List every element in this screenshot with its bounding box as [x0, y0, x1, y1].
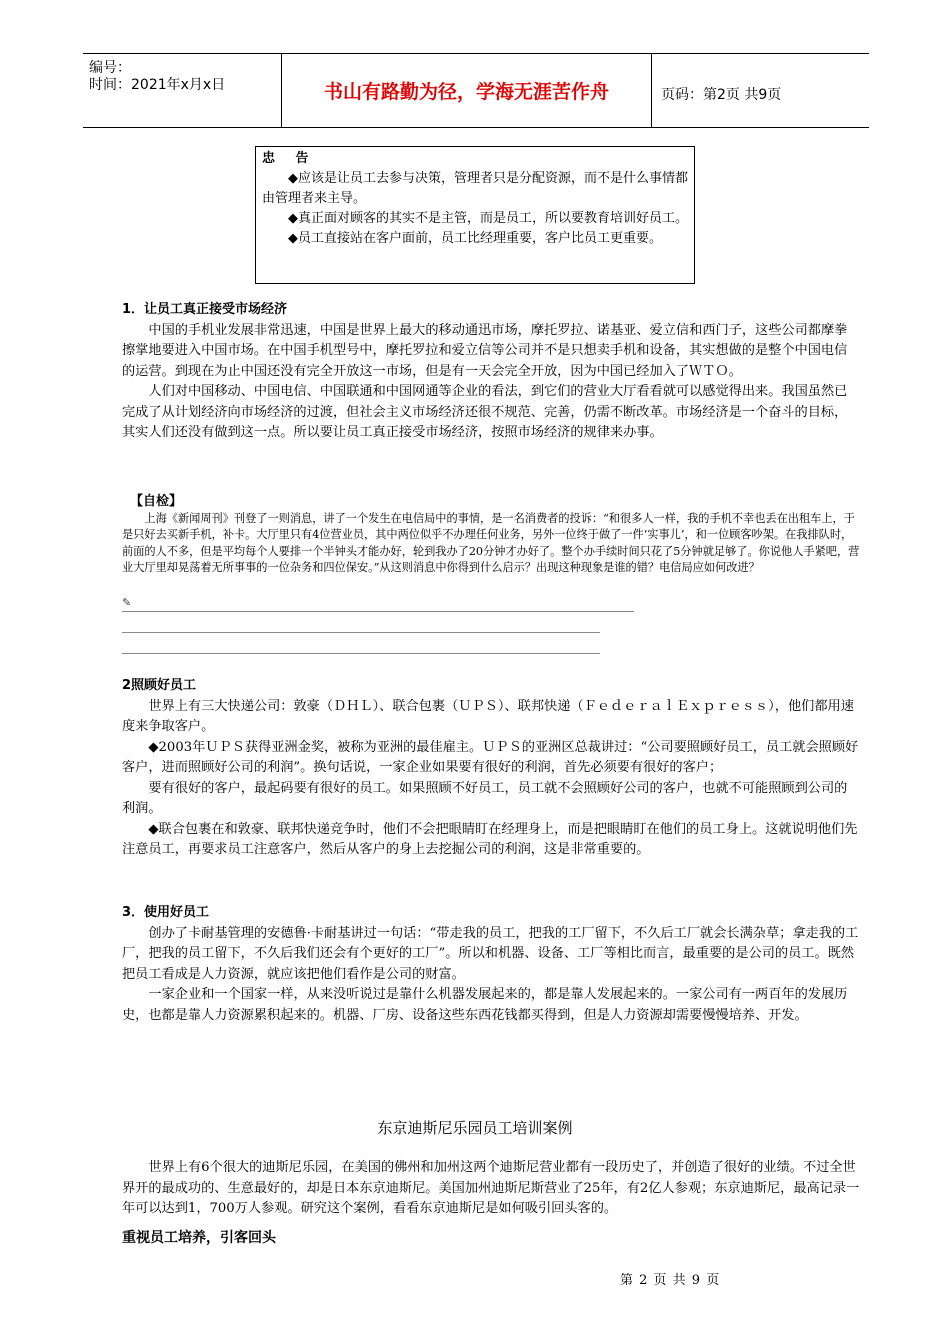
self-check-title: 【自检】	[130, 494, 183, 509]
paragraph: 创办了卡耐基管理的安德鲁·卡耐基讲过一句话：“带走我的员工，把我的工厂留下，不久后工厂就会长满杂草；拿走我的工厂，把我的员工留下，不久后我们还会有个更好的工厂”。所以和机器、设备、工厂等相比而言，最重要的是公司的员工。既然把员工看成是人力资源，就应该把他们看作是公司的财富。	[122, 925, 859, 982]
warning-item: ◆真正面对顾客的其实不是主管，而是员工，所以要教育培训好员工。	[288, 211, 688, 226]
header-motto: 书山有路勤为径，学海无涯苦作舟	[281, 54, 652, 127]
header-page-info: 页码：第2页 共9页	[661, 87, 782, 103]
section-market-economy	[122, 300, 860, 444]
self-check	[122, 494, 860, 577]
section-care-employees	[122, 676, 860, 861]
paragraph: 中国的手机业发展非常迅速，中国是世界上最大的移动通迅市场，摩托罗拉、诺基亚、爱立信和西门子，这些公司都摩拳擦掌地要进入中国市场。在中国手机型号中，摩托罗拉和爱立信等公司并不是只想卖手机和设备，其实想做的是整个中国电信的运营。到现在为止中国还没有完全开放这一市场，但是有一天会完全开放，因为中国已经加入了ＷＴＯ。	[122, 322, 848, 379]
section-title: 1．让员工真正接受市场经济	[122, 302, 288, 317]
paragraph: ◆联合包裹在和敦豪、联邦快递竞争时，他们不会把眼睛盯在经理身上，而是把眼睛盯在他们的员工身上。这就说明他们先注意员工，再要求员工注意客户，然后从客户的身上去挖掘公司的利润，这是非常重要的。	[122, 821, 858, 857]
warning-item: ◆员工直接站在客户面前，员工比经理重要，客户比员工更重要。	[288, 231, 662, 246]
paragraph: 人们对中国移动、中国电信、中国联通和中国网通等企业的看法，到它们的营业大厅看看就可以感觉得出来。我国虽然已完成了从计划经济向市场经济的过渡，但社会主义市场经济还很不规范、完善，仍需不断改革。市场经济是一个奋斗的目标，其实人们还没有做到这一点。所以要让员工真正接受市场经济，按照市场经济的规律来办事。	[122, 384, 848, 440]
paragraph: ◆2003年ＵＰＳ获得亚洲金奖，被称为亚洲的最佳雇主。ＵＰＳ的亚洲区总裁讲过：“公司要照顾好员工，员工就会照顾好客户，进而照顾好公司的利润”。换句话说，一家企业如果要有很好的利润，首先必须要有很好的客户；	[122, 739, 859, 775]
pencil-icon: ✎	[122, 596, 132, 609]
warning-title: 忠 告	[262, 151, 317, 166]
paragraph: 一家企业和一个国家一样，从来没听说过是靠什么机器发展起来的，都是靠人发展起来的。一家公司有一两百年的发展历史，也都是靠人力资源累积起来的。机器、厂房、设备这些东西花钱都买得到，但是人力资源却需要慢慢培养、开发。	[122, 987, 848, 1023]
paragraph: 世界上有三大快递公司：敦豪（ＤＨＬ）、联合包裹（ＵＰＳ）、联邦快递（ＦｅｄｅｒａｌＥｘｐｒｅｓｓ），他们都用速度来争取客户。	[122, 698, 854, 734]
page-footer: 第 2 页 共 9 页	[620, 1273, 721, 1288]
section-use-employees	[122, 903, 860, 1026]
paragraph: 要有很好的客户，最起码要有很好的员工。如果照顾不好员工，员工就不会照顾好公司的客户，也就不可能照顾到公司的利润。	[122, 780, 848, 816]
section-title: 2照顾好员工	[122, 678, 197, 693]
answer-line	[122, 653, 600, 654]
number-label: 编号：	[89, 60, 131, 76]
warning-item: ◆应该是让员工去参与决策，管理者只是分配资源，而不是什么事情都由管理者来主导。	[262, 171, 688, 206]
case-subtitle: 重视员工培养，引客回头	[122, 1230, 276, 1246]
page-header	[83, 53, 869, 128]
warning-box	[255, 146, 695, 284]
case-subsection	[122, 1228, 860, 1249]
self-check-text: 上海《新闻周刊》刊登了一则消息，讲了一个发生在电信局中的事情，是一名消费者的投诉：“和很多人一样，我的手机不幸也丢在出租车上，于是只好去买新手机，补卡。大厅里只有4位营业员，其中两位似乎不办理任何业务，另外一位终于做了一件‘实事儿’，和一位顾客吵架。在我排队时，前面的人不多，但是平均每个人要排一个半钟头才能办好，轮到我办了20分钟才办好了。整个办手续时间只花了5分钟就足够了。你说他人手紧吧，营业大厅里却晃荡着无所事事的一位杂务和四位保安。”从这则消息中你得到什么启示？出现这种现象是谁的错？电信局应如何改进？	[122, 511, 860, 574]
paragraph: 世界上有6个很大的迪斯尼乐园，在美国的佛州和加州这两个迪斯尼营业都有一段历史了，并创造了很好的业绩。不过全世界开的最成功的、生意最好的，却是日本东京迪斯尼。美国加州迪斯尼斯营业了25年，有2亿人参观；东京迪斯尼，最高记录一年可以达到1，700万人参观。研究这个案例，看看东京迪斯尼是如何吸引回头客的。	[122, 1160, 860, 1216]
header-left	[89, 60, 225, 94]
answer-line	[122, 632, 600, 633]
section-title: 3．使用好员工	[122, 905, 210, 920]
answer-line	[122, 611, 634, 612]
date-label: 时间：2021年x月x日	[89, 77, 226, 93]
case-intro	[122, 1158, 860, 1220]
case-title: 东京迪斯尼乐园员工培训案例	[377, 1119, 573, 1137]
